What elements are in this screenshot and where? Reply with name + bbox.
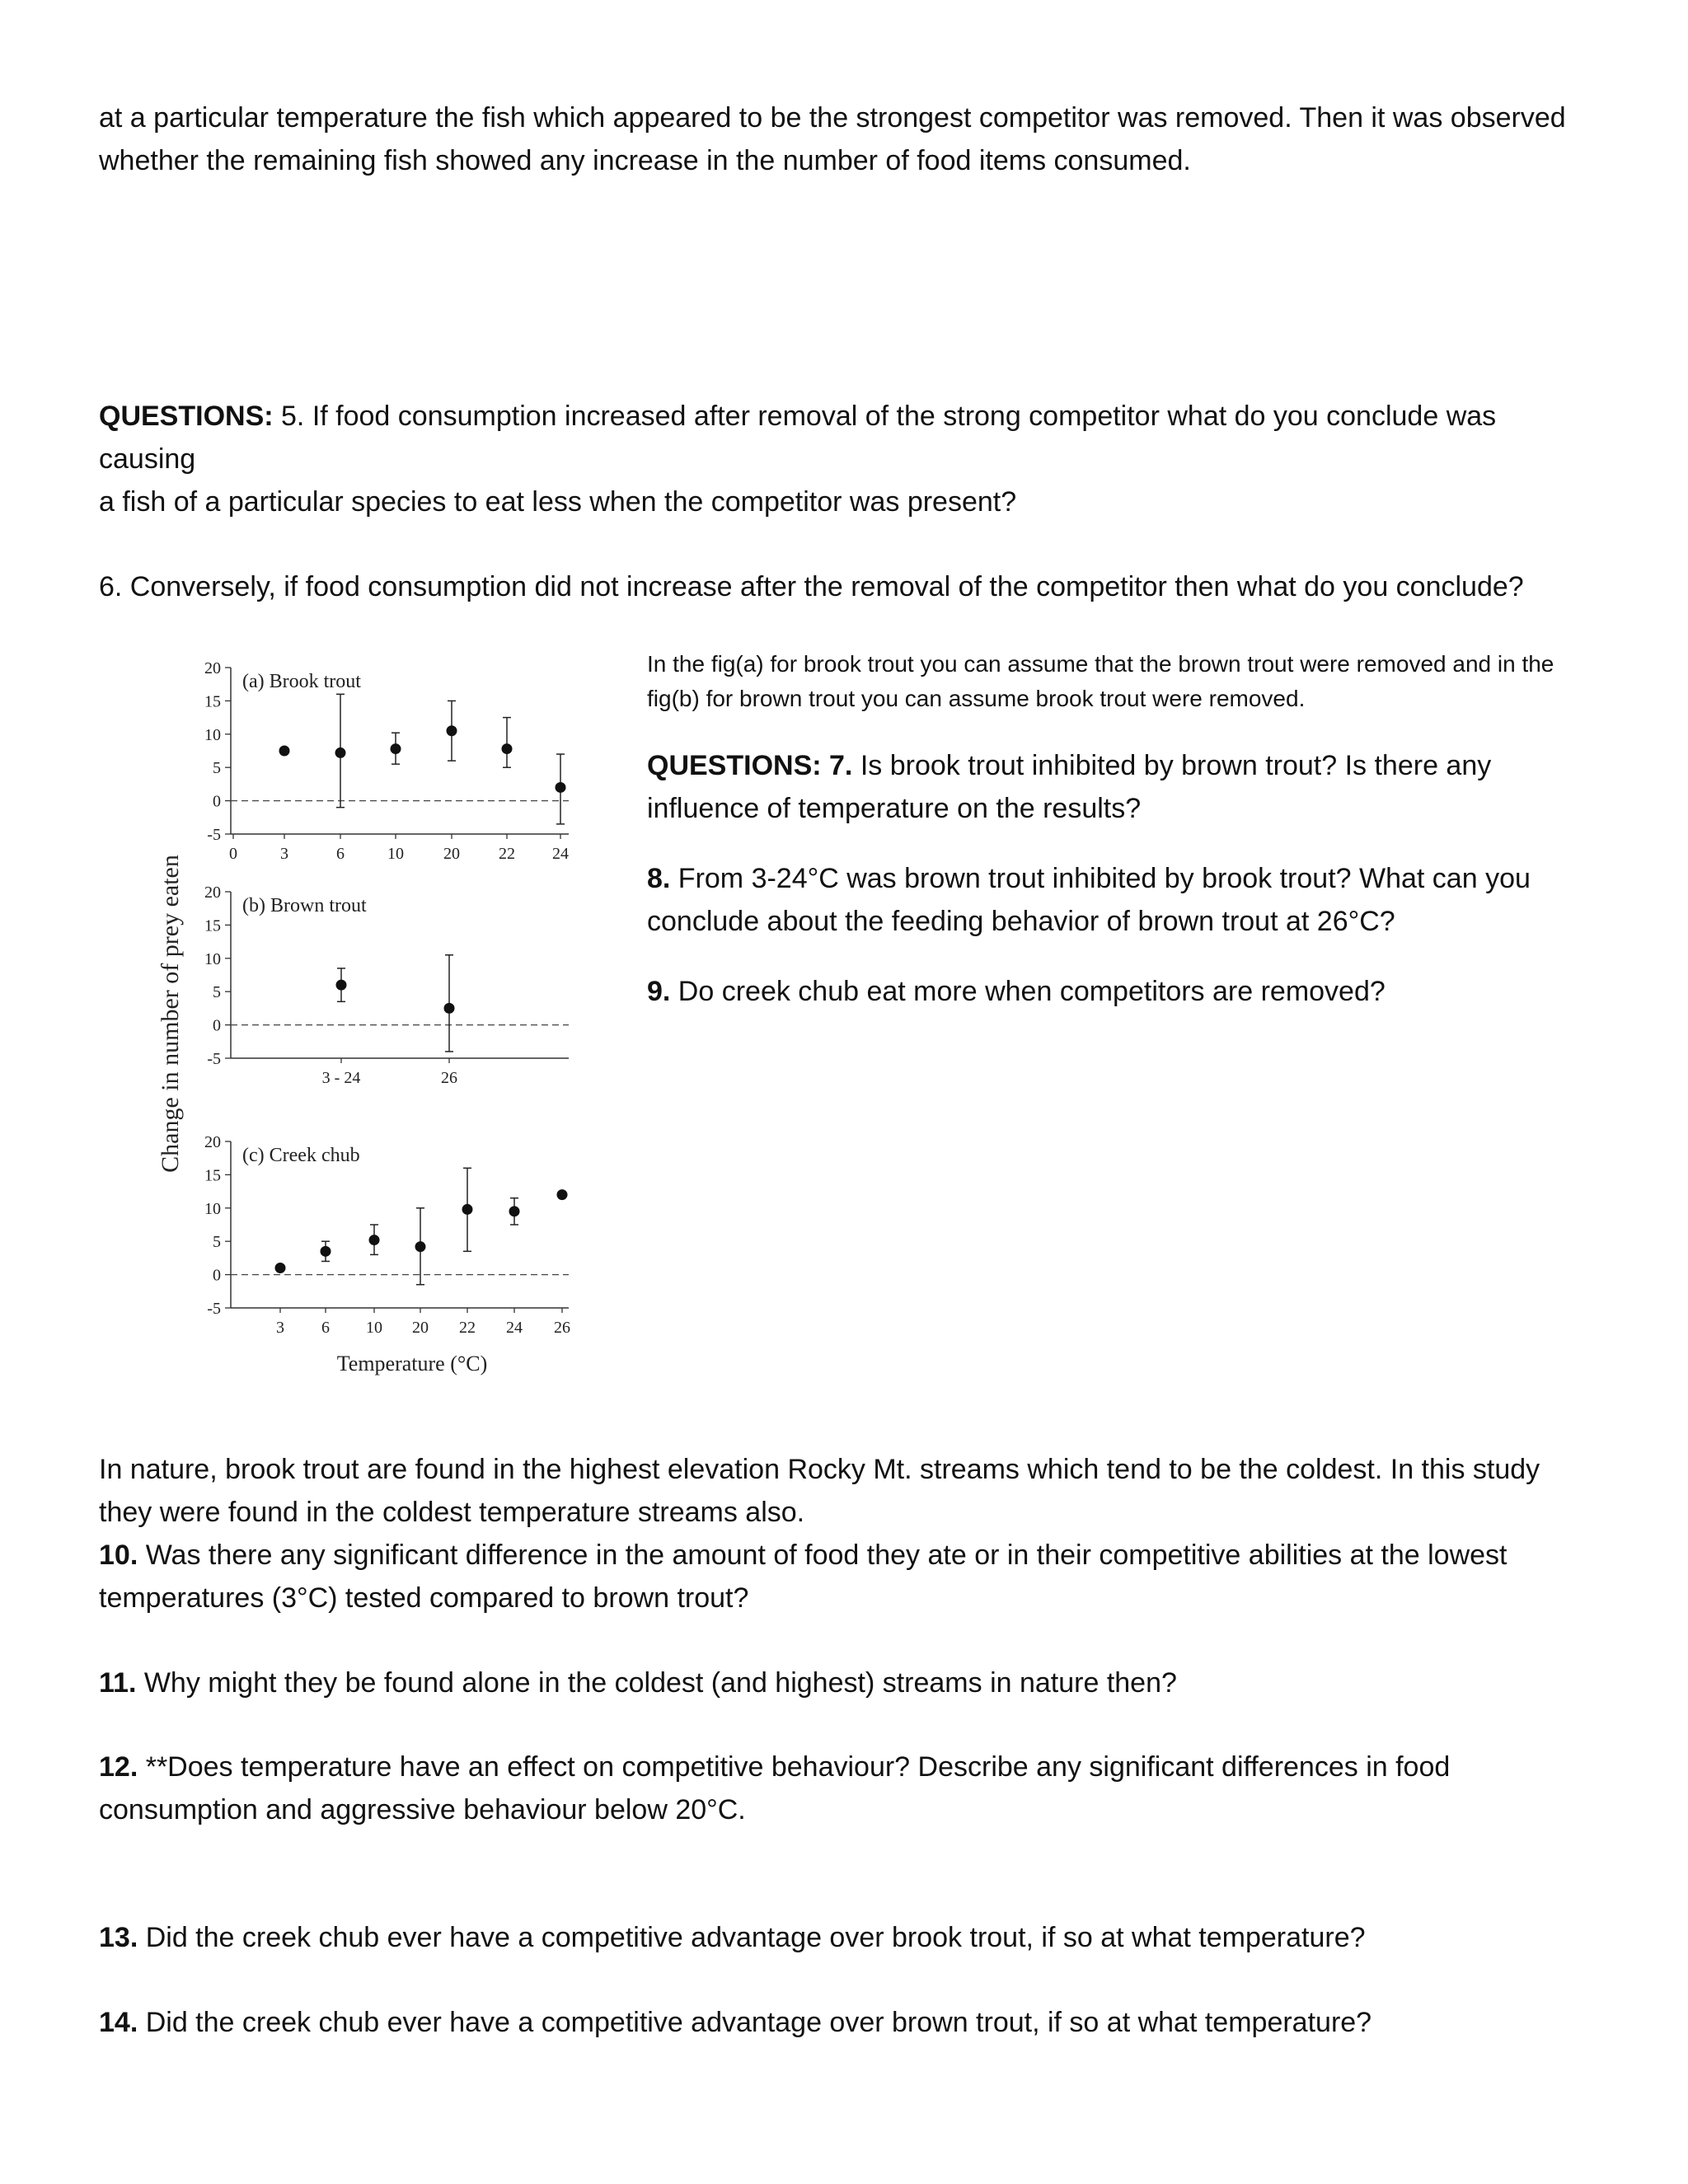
x-axis-label: Temperature (°C)	[336, 1352, 488, 1376]
y-tick-label: 10	[204, 725, 221, 744]
y-tick-label: 5	[213, 759, 221, 778]
question-12-number: 12.	[99, 1751, 138, 1783]
data-point	[447, 725, 457, 736]
question-9-number: 9.	[647, 976, 671, 1007]
question-7	[647, 744, 1595, 830]
question-10-line-1: Was there any significant difference in the amount of food they ate or in their competitive abilities at the lowest	[138, 1540, 1507, 1571]
question-13-text: Did the creek chub ever have a competitive advantage over brook trout, if so at what temperature?	[138, 1922, 1366, 1953]
x-tick-label: 20	[443, 845, 460, 863]
data-point	[391, 743, 401, 754]
data-point	[415, 1241, 426, 1252]
x-tick-label: 22	[459, 1319, 476, 1337]
panel-brook-trout	[204, 659, 569, 863]
x-tick-label: 22	[499, 845, 515, 863]
y-tick-label: 20	[204, 883, 221, 902]
question-6	[99, 565, 1599, 608]
question-10-line-2: temperatures (3°C) tested compared to brown trout?	[99, 1582, 749, 1614]
nature-line-1: In nature, brook trout are found in the highest elevation Rocky Mt. streams which tend to be the coldest. In this study	[99, 1454, 1540, 1485]
panel-title: (c) Creek chub	[242, 1145, 360, 1166]
data-point	[336, 980, 347, 991]
question-7-line-1: Is brook trout inhibited by brown trout? Is there any	[852, 750, 1492, 781]
data-point	[509, 1206, 520, 1216]
x-tick-label: 3	[280, 845, 288, 863]
nature-paragraph	[99, 1448, 1599, 1619]
y-tick-label: 10	[204, 949, 221, 968]
panel-creek-chub	[204, 1133, 570, 1337]
y-tick-label: 15	[204, 1166, 221, 1185]
question-7-line-2: influence of temperature on the results?	[647, 793, 1142, 824]
question-8-line-2: conclude about the feeding behavior of brown trout at 26°C?	[647, 906, 1395, 937]
question-11-text: Why might they be found alone in the coldest (and highest) streams in nature then?	[136, 1667, 1177, 1699]
y-tick-label: -5	[207, 826, 221, 844]
y-tick-label: -5	[207, 1300, 221, 1318]
figure-note-line-2: fig(b) for brown trout you can assume brook trout were removed.	[647, 686, 1306, 711]
question-7-label: QUESTIONS: 7.	[647, 750, 853, 781]
data-point	[444, 1003, 455, 1014]
question-12	[99, 1746, 1599, 1831]
y-tick-label: -5	[207, 1050, 221, 1068]
x-tick-label: 20	[412, 1319, 429, 1337]
x-tick-label: 10	[366, 1319, 382, 1337]
x-tick-label: 24	[552, 845, 569, 863]
y-tick-label: 0	[213, 792, 221, 811]
x-tick-label: 26	[554, 1319, 570, 1337]
data-point	[557, 1189, 568, 1200]
y-tick-label: 20	[204, 659, 221, 677]
data-point	[275, 1263, 286, 1273]
question-14-text: Did the creek chub ever have a competitive advantage over brown trout, if so at what temperature?	[138, 2007, 1372, 2038]
intro-paragraph	[99, 96, 1599, 182]
y-axis-label: Change in number of prey eaten	[157, 855, 184, 1173]
y-tick-label: 5	[213, 1233, 221, 1252]
question-14	[99, 2001, 1599, 2044]
question-8	[647, 857, 1595, 943]
x-tick-label: 3 - 24	[321, 1069, 361, 1087]
y-tick-label: 0	[213, 1016, 221, 1035]
y-tick-label: 20	[204, 1133, 221, 1151]
question-11	[99, 1661, 1599, 1704]
panel-title: (a) Brook trout	[242, 671, 361, 692]
nature-line-2: they were found in the coldest temperature streams also.	[99, 1497, 805, 1528]
question-12-line-2: consumption and aggressive behaviour below 20°C.	[99, 1794, 746, 1825]
question-9-text: Do creek chub eat more when competitors are removed?	[670, 976, 1386, 1007]
panel-title: (b) Brown trout	[242, 895, 367, 916]
x-tick-label: 10	[387, 845, 404, 863]
question-14-number: 14.	[99, 2007, 138, 2038]
x-tick-label: 24	[506, 1319, 523, 1337]
questions-label: QUESTIONS:	[99, 401, 274, 432]
question-5-line-2: a fish of a particular species to eat less when the competitor was present?	[99, 486, 1017, 518]
y-tick-label: 15	[204, 692, 221, 711]
data-point	[502, 743, 513, 754]
question-5	[99, 395, 1599, 523]
y-tick-label: 15	[204, 916, 221, 935]
x-tick-label: 3	[276, 1319, 284, 1337]
y-tick-label: 5	[213, 983, 221, 1002]
x-tick-label: 0	[229, 845, 237, 863]
data-point	[321, 1246, 331, 1257]
x-tick-label: 26	[441, 1069, 457, 1087]
question-11-number: 11.	[99, 1667, 137, 1699]
data-point	[369, 1235, 380, 1245]
question-5-line-1: 5. If food consumption increased after removal of the strong competitor what do you conclude was causing	[99, 401, 1497, 475]
figure-note-line-1: In the fig(a) for brook trout you can assume that the brown trout were removed and in the	[647, 651, 1554, 677]
y-tick-label: 0	[213, 1266, 221, 1285]
x-tick-label: 6	[336, 845, 345, 863]
question-8-line-1: From 3-24°C was brown trout inhibited by brook trout? What can you	[670, 863, 1531, 894]
x-tick-label: 6	[321, 1319, 330, 1337]
question-13-number: 13.	[99, 1922, 138, 1953]
y-tick-label: 10	[204, 1199, 221, 1218]
question-12-line-1: **Does temperature have an effect on competitive behaviour? Describe any significant differences in food	[138, 1751, 1451, 1783]
figure-note	[647, 647, 1595, 716]
question-8-number: 8.	[647, 863, 671, 894]
data-point	[462, 1204, 473, 1215]
intro-line-1: at a particular temperature the fish which appeared to be the strongest competitor was removed. Then it was observed	[99, 102, 1566, 134]
question-9	[647, 970, 1595, 1013]
intro-line-2: whether the remaining fish showed any increase in the number of food items consumed.	[99, 145, 1191, 176]
data-point	[279, 746, 290, 757]
panel-brown-trout	[204, 883, 569, 1087]
data-point	[556, 782, 566, 793]
data-point	[335, 748, 346, 758]
question-10-number: 10.	[99, 1540, 138, 1571]
question-6-text: 6. Conversely, if food consumption did not increase after the removal of the competitor then what do you conclude?	[99, 571, 1524, 602]
question-13	[99, 1916, 1599, 1959]
